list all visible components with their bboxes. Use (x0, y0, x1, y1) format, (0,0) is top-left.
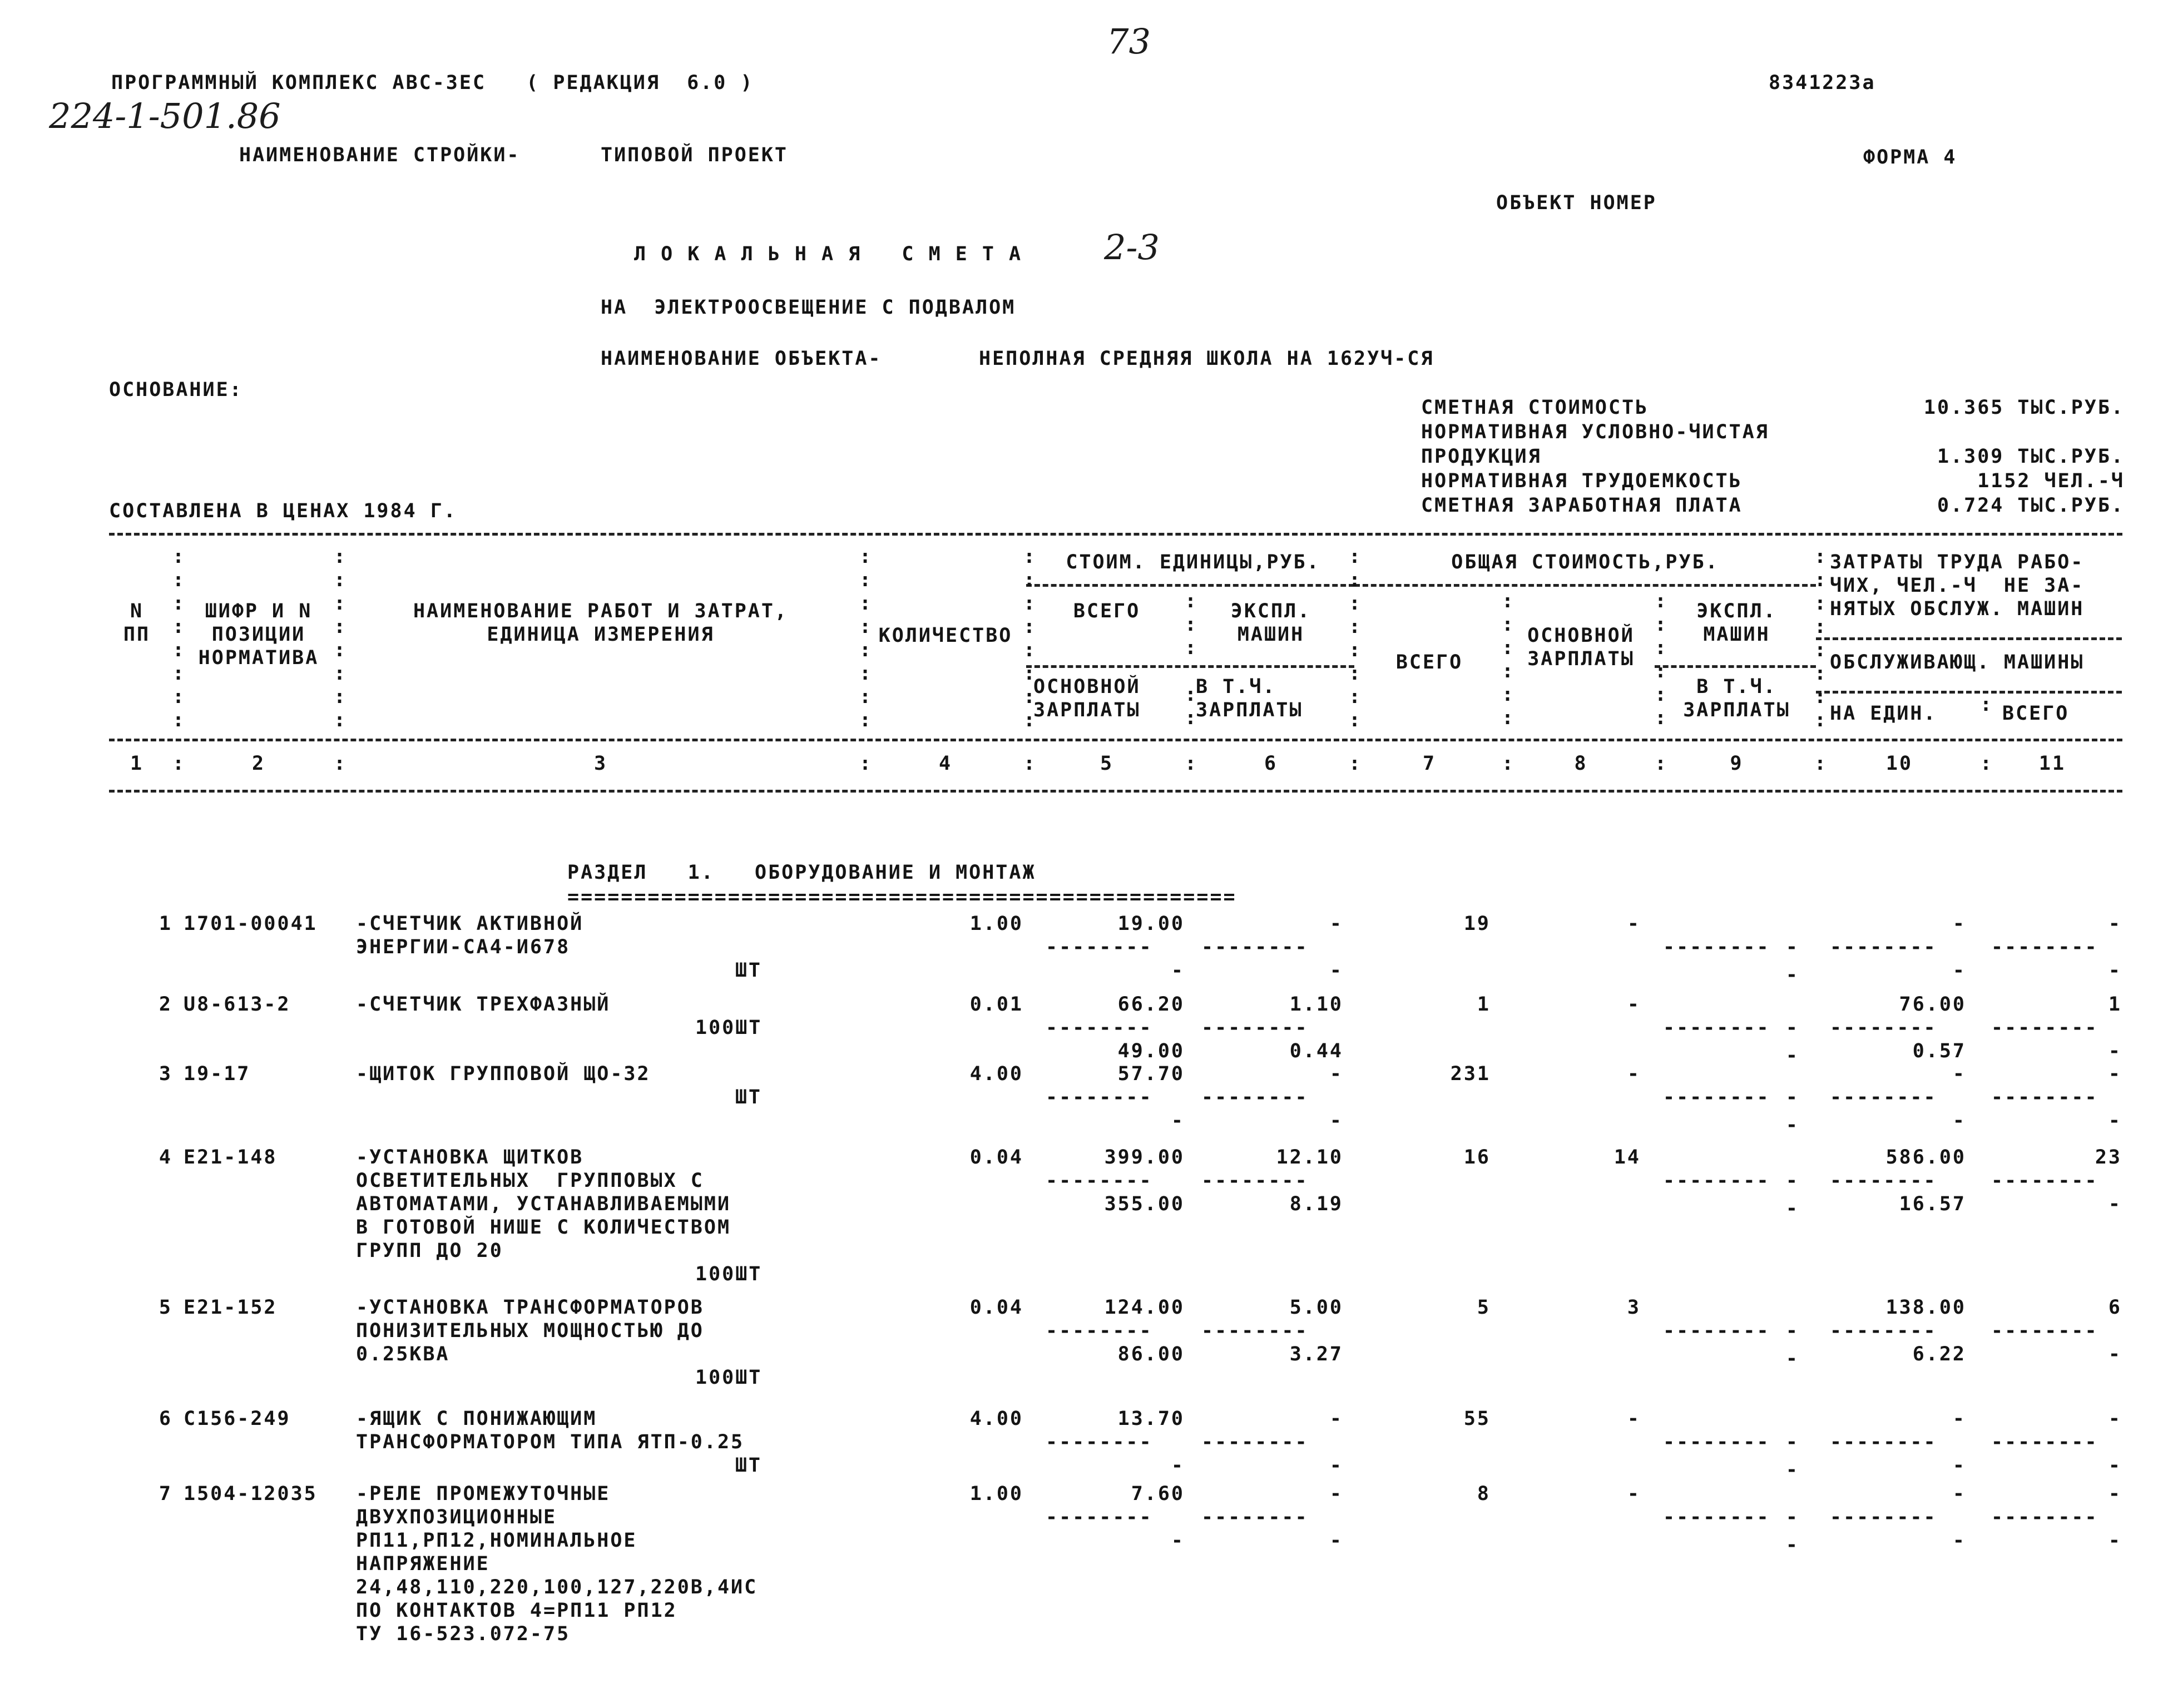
row-unit-wages: - (1171, 1529, 1185, 1552)
summary-label: СМЕТНАЯ ЗАРАБОТНАЯ ПЛАТА (1421, 494, 1743, 517)
row-dash-line: -------- (1663, 1017, 1770, 1039)
column-number: 8 (1574, 752, 1588, 775)
row-unit-wages: - (1171, 1110, 1185, 1132)
row-total: 16 (1463, 1146, 1491, 1169)
header-col7: ВСЕГО (1395, 651, 1463, 674)
table-rule-top (109, 533, 2122, 536)
row-code: C156-249 (184, 1408, 291, 1430)
header-col9-top: ЭКСПЛ. МАШИН (1696, 600, 1777, 646)
row-dash-line: -------- (1201, 1170, 1309, 1192)
row-unit-total: 13.70 (1117, 1408, 1185, 1430)
row-unit-machine-wages: - (1329, 1529, 1343, 1552)
summary-label: НОРМАТИВНАЯ УСЛОВНО-ЧИСТАЯ (1421, 421, 1769, 443)
row-dash-line: -------- (1663, 936, 1770, 958)
row-number: 2 (159, 993, 172, 1016)
row-dash-line: -------- (1830, 1320, 1937, 1342)
header-col1: N ПП (123, 600, 151, 646)
summary-label: СМЕТНАЯ СТОИМОСТЬ (1421, 397, 1649, 419)
row-dash-line: -------- (1201, 1086, 1309, 1108)
row-unit-machine-wages: - (1329, 1110, 1343, 1132)
row-dash-line: -------- (1830, 1431, 1937, 1453)
row-unit-machines: - (1329, 1408, 1343, 1430)
row-name-line: ПО КОНТАКТОВ 4=РП11 РП12 (356, 1600, 677, 1622)
row-dash-line: -------- (1201, 1506, 1309, 1528)
row-number: 7 (159, 1483, 172, 1505)
row-unit-machines: - (1329, 1063, 1343, 1085)
row-dash-line: -------- (1201, 1320, 1309, 1342)
row-labor-unit-2: - (1952, 959, 1966, 982)
row-labor-unit: - (1952, 1483, 1966, 1505)
row-name-line: 24,48,110,220,100,127,220В,4ИС (356, 1576, 758, 1598)
row-labor-unit: - (1952, 1063, 1966, 1085)
row-code: 19-17 (184, 1063, 251, 1085)
column-number: 10 (1885, 752, 1913, 775)
row-labor-unit-2: - (1952, 1529, 1966, 1552)
row-code: U8-613-2 (184, 993, 291, 1016)
row-name-line: РП11,РП12,НОМИНАЛЬНОЕ (356, 1529, 637, 1552)
row-machines: - (1785, 1506, 1799, 1528)
header-sub-rule-labor (1816, 637, 2122, 640)
section-underline: ================================================== (567, 886, 1237, 908)
row-quantity: 1.00 (969, 913, 1023, 935)
object-name-label: НАИМЕНОВАНИЕ ОБЪЕКТА- (601, 348, 882, 370)
row-labor-unit: - (1952, 1408, 1966, 1430)
row-name-line: ТРАНСФОРМАТОРОМ ТИПА ЯТП-0.25 (356, 1431, 745, 1453)
row-dash-line: -------- (1663, 1320, 1770, 1342)
row-unit: ШТ (735, 1454, 762, 1477)
row-labor-total-2: - (2108, 1529, 2122, 1552)
row-labor-unit-2: 0.57 (1912, 1040, 1966, 1062)
row-unit-total: 124.00 (1104, 1296, 1185, 1319)
header-sub-rule-total (1354, 584, 1816, 587)
row-number: 6 (159, 1408, 172, 1430)
row-labor-unit: 138.00 (1885, 1296, 1966, 1319)
column-number: 7 (1422, 752, 1437, 775)
row-wages: 3 (1627, 1296, 1641, 1319)
row-labor-unit-2: 6.22 (1912, 1343, 1966, 1365)
basis-label: ОСНОВАНИЕ: (109, 379, 243, 401)
header-sub-rule-c9 (1655, 665, 1816, 668)
summary-value: 1152 ЧЕЛ.-Ч (1977, 470, 2125, 492)
table-rule-numbers-bottom (109, 790, 2122, 793)
row-unit-machine-wages: - (1329, 1454, 1343, 1477)
row-number: 4 (159, 1146, 172, 1169)
row-labor-total: 1 (2108, 993, 2122, 1016)
doc-code: 8341223а (1769, 72, 1876, 94)
column-number: 6 (1264, 752, 1278, 775)
row-unit-machine-wages: 8.19 (1289, 1193, 1343, 1215)
row-total: 1 (1477, 993, 1491, 1016)
row-unit-total: 7.60 (1131, 1483, 1185, 1505)
row-dash-line: -------- (1830, 936, 1937, 958)
row-unit-wages: 86.00 (1117, 1343, 1185, 1365)
header-col5-top: ВСЕГО (1073, 600, 1141, 622)
row-total: 19 (1463, 913, 1491, 935)
column-number: 9 (1730, 752, 1744, 775)
row-dash-line: -------- (1991, 1320, 2098, 1342)
row-name-line: -УСТАНОВКА ТРАНСФОРМАТОРОВ (356, 1296, 704, 1319)
row-unit-machine-wages: - (1329, 959, 1343, 982)
row-dash-line: -------- (1830, 1086, 1937, 1108)
row-name-line: -РЕЛЕ ПРОМЕЖУТОЧНЫЕ (356, 1483, 611, 1505)
row-total: 55 (1463, 1408, 1491, 1430)
row-number: 3 (159, 1063, 172, 1085)
row-dash-line: -------- (1991, 936, 2098, 958)
row-machine-wages: - (1785, 964, 1799, 986)
row-unit: ШТ (735, 1086, 762, 1108)
row-wages: - (1627, 1408, 1641, 1430)
project-number: 224-1-501.86 (49, 96, 281, 136)
row-total: 8 (1477, 1483, 1491, 1505)
summary-label: ПРОДУКЦИЯ (1421, 445, 1542, 468)
header-col4: КОЛИЧЕСТВО (878, 625, 1013, 647)
row-labor-unit: - (1952, 913, 1966, 935)
row-unit: 100ШТ (695, 1017, 763, 1039)
row-labor-unit: 76.00 (1899, 993, 1966, 1016)
row-labor-unit-2: - (1952, 1454, 1966, 1477)
column-number: 1 (130, 752, 144, 775)
row-wages: - (1627, 1483, 1641, 1505)
row-quantity: 0.04 (969, 1146, 1023, 1169)
row-quantity: 1.00 (969, 1483, 1023, 1505)
prices-label: СОСТАВЛЕНА В ЦЕНАХ 1984 Г. (109, 500, 457, 522)
row-unit-machine-wages: 3.27 (1289, 1343, 1343, 1365)
header-col8: ОСНОВНОЙ ЗАРПЛАТЫ (1527, 625, 1635, 670)
row-name-line: 0.25КВА (356, 1343, 450, 1365)
row-dash-line: -------- (1991, 1086, 2098, 1108)
row-wages: 14 (1613, 1146, 1641, 1169)
header-col11: ВСЕГО (2002, 702, 2070, 725)
row-labor-total: - (2108, 1408, 2122, 1430)
header-sub-rule-labor2 (1816, 691, 2122, 694)
row-number: 5 (159, 1296, 172, 1319)
row-quantity: 0.01 (969, 993, 1023, 1016)
row-dash-line: -------- (1830, 1506, 1937, 1528)
summary-value: 0.724 ТЫС.РУБ. (1937, 494, 2125, 517)
summary-label: НОРМАТИВНАЯ ТРУДОЕМКОСТЬ (1421, 470, 1743, 492)
row-quantity: 4.00 (969, 1063, 1023, 1085)
header-col6-top: ЭКСПЛ. МАШИН (1230, 600, 1311, 646)
row-wages: - (1627, 993, 1641, 1016)
object-name-value: НЕПОЛНАЯ СРЕДНЯЯ ШКОЛА НА 162УЧ-СЯ (979, 348, 1434, 370)
row-dash-line: -------- (1830, 1170, 1937, 1192)
header-col3: НАИМЕНОВАНИЕ РАБОТ И ЗАТРАТ, ЕДИНИЦА ИЗМЕРЕНИЯ (413, 600, 788, 646)
row-dash-line: -------- (1201, 1431, 1309, 1453)
row-name-line: АВТОМАТАМИ, УСТАНАВЛИВАЕМЫМИ (356, 1193, 731, 1215)
row-name-line: -ЯЩИК С ПОНИЖАЮЩИМ (356, 1408, 597, 1430)
row-unit-machines: 12.10 (1276, 1146, 1343, 1169)
row-unit-wages: - (1171, 1454, 1185, 1477)
row-dash-line: -------- (1046, 1086, 1153, 1108)
header-labor: ЗАТРАТЫ ТРУДА РАБО- ЧИХ, ЧЕЛ.-Ч НЕ ЗА- НЯТЫХ ОБСЛУЖ. МАШИН (1830, 551, 2085, 620)
row-machines: - (1785, 936, 1799, 958)
row-unit-total: 66.20 (1117, 993, 1185, 1016)
smeta-title: Л О К А Л Ь Н А Я С М Е Т А (634, 243, 1023, 265)
header-labor-bottom: ОБСЛУЖИВАЮЩ. МАШИНЫ (1830, 651, 2085, 674)
object-number-label: ОБЪЕКТ НОМЕР (1496, 192, 1657, 214)
header-col10: НА ЕДИН. (1830, 702, 1937, 725)
row-unit-machines: - (1329, 1483, 1343, 1505)
row-unit: 100ШТ (695, 1263, 763, 1285)
summary-value: 10.365 ТЫС.РУБ. (1923, 397, 2125, 419)
row-name-line: -ЩИТОК ГРУППОВОЙ ЩО-32 (356, 1063, 651, 1085)
row-machines: - (1785, 1431, 1799, 1453)
row-quantity: 4.00 (969, 1408, 1023, 1430)
header-unit-cost: СТОИМ. ЕДИНИЦЫ,РУБ. (1066, 551, 1320, 573)
row-name-line: -СЧЕТЧИК АКТИВНОЙ (356, 913, 584, 935)
column-number: 3 (593, 752, 608, 775)
row-code: 1504-12035 (184, 1483, 318, 1505)
row-dash-line: -------- (1991, 1506, 2098, 1528)
summary-value: 1.309 ТЫС.РУБ. (1937, 445, 2125, 468)
row-code: 1701-00041 (184, 913, 318, 935)
header-col6-bot: В Т.Ч. ЗАРПЛАТЫ (1196, 676, 1303, 721)
row-name-line: ТУ 16-523.072-75 (356, 1623, 571, 1645)
row-labor-total-2: - (2108, 1454, 2122, 1477)
header-col5-bot: ОСНОВНОЙ ЗАРПЛАТЫ (1033, 676, 1141, 721)
row-wages: - (1627, 1063, 1641, 1085)
row-dash-line: -------- (1663, 1431, 1770, 1453)
row-labor-total: 6 (2108, 1296, 2122, 1319)
row-code: E21-148 (184, 1146, 278, 1169)
row-labor-total-2: - (2108, 1040, 2122, 1062)
row-quantity: 0.04 (969, 1296, 1023, 1319)
row-dash-line: -------- (1046, 1506, 1153, 1528)
row-labor-total: - (2108, 1063, 2122, 1085)
header-total-cost: ОБЩАЯ СТОИМОСТЬ,РУБ. (1451, 551, 1719, 573)
row-dash-line: -------- (1201, 1017, 1309, 1039)
row-unit-machines: - (1329, 913, 1343, 935)
row-name-line: ОСВЕТИТЕЛЬНЫХ ГРУППОВЫХ С (356, 1170, 704, 1192)
smeta-number: 2-3 (1104, 227, 1160, 268)
header-sub-rule-unit-cost (1026, 584, 1354, 587)
row-total: 5 (1477, 1296, 1491, 1319)
row-number: 1 (159, 913, 172, 935)
header-col9-bot: В Т.Ч. ЗАРПЛАТЫ (1683, 676, 1790, 721)
row-labor-total-2: - (2108, 959, 2122, 982)
row-code: E21-152 (184, 1296, 278, 1319)
row-name-line: ЭНЕРГИИ-СА4-И678 (356, 936, 571, 958)
row-dash-line: -------- (1991, 1017, 2098, 1039)
row-dash-line: -------- (1046, 1017, 1153, 1039)
row-dash-line: -------- (1663, 1170, 1770, 1192)
column-number: 4 (938, 752, 953, 775)
row-dash-line: -------- (1046, 1431, 1153, 1453)
table-rule-header-bottom (109, 739, 2122, 741)
row-unit-machines: 1.10 (1289, 993, 1343, 1016)
header-col2: ШИФР И N ПОЗИЦИИ НОРМАТИВА (198, 600, 319, 669)
page-number: 73 (1107, 21, 1151, 62)
row-name-line: НАПРЯЖЕНИЕ (356, 1553, 490, 1575)
row-name-line: ДВУХПОЗИЦИОННЫЕ (356, 1506, 557, 1528)
construction-value: ТИПОВОЙ ПРОЕКТ (601, 144, 789, 166)
row-dash-line: -------- (1830, 1017, 1937, 1039)
row-dash-line: -------- (1201, 936, 1309, 958)
column-number: 11 (2038, 752, 2066, 775)
row-total: 231 (1450, 1063, 1491, 1085)
smeta-subtitle: НА ЭЛЕКТРООСВЕЩЕНИЕ С ПОДВАЛОМ (601, 296, 1016, 319)
row-unit-wages: - (1171, 959, 1185, 982)
row-machine-wages: - (1785, 1348, 1799, 1370)
row-dash-line: -------- (1046, 1320, 1153, 1342)
row-unit: 100ШТ (695, 1367, 763, 1389)
form-label: ФОРМА 4 (1863, 146, 1957, 169)
row-unit: ШТ (735, 959, 762, 982)
row-machine-wages: - (1785, 1114, 1799, 1136)
row-machine-wages: - (1785, 1534, 1799, 1556)
row-unit-total: 19.00 (1117, 913, 1185, 935)
row-name-line: ГРУПП ДО 20 (356, 1240, 503, 1262)
row-machines: - (1785, 1086, 1799, 1108)
row-labor-total-2: - (2108, 1110, 2122, 1132)
row-name-line: ПОНИЗИТЕЛЬНЫХ МОЩНОСТЬЮ ДО (356, 1320, 704, 1342)
section-title: РАЗДЕЛ 1. ОБОРУДОВАНИЕ И МОНТАЖ (567, 862, 1036, 884)
row-dash-line: -------- (1046, 1170, 1153, 1192)
row-wages: - (1627, 913, 1641, 935)
row-labor-total-2: - (2108, 1193, 2122, 1215)
column-number: 5 (1100, 752, 1114, 775)
column-number: 2 (251, 752, 266, 775)
program-line: ПРОГРАММНЫЙ КОМПЛЕКС АВС-3ЕС ( РЕДАКЦИЯ 6.0 ) (111, 72, 754, 94)
row-unit-total: 399.00 (1104, 1146, 1185, 1169)
row-name-line: -УСТАНОВКА ЩИТКОВ (356, 1146, 584, 1169)
row-unit-wages: 355.00 (1104, 1193, 1185, 1215)
row-machines: - (1785, 1170, 1799, 1192)
row-dash-line: -------- (1663, 1506, 1770, 1528)
row-dash-line: -------- (1663, 1086, 1770, 1108)
row-unit-machines: 5.00 (1289, 1296, 1343, 1319)
row-dash-line: -------- (1046, 936, 1153, 958)
row-unit-total: 57.70 (1117, 1063, 1185, 1085)
row-labor-unit: 586.00 (1885, 1146, 1966, 1169)
row-machines: - (1785, 1017, 1799, 1039)
row-labor-total: 23 (2095, 1146, 2122, 1169)
row-labor-total: - (2108, 1483, 2122, 1505)
construction-label: НАИМЕНОВАНИЕ СТРОЙКИ- (239, 144, 521, 166)
row-unit-machine-wages: 0.44 (1289, 1040, 1343, 1062)
row-labor-total: - (2108, 913, 2122, 935)
row-labor-total-2: - (2108, 1343, 2122, 1365)
row-machine-wages: - (1785, 1044, 1799, 1067)
row-machines: - (1785, 1320, 1799, 1342)
row-dash-line: -------- (1991, 1170, 2098, 1192)
row-machine-wages: - (1785, 1459, 1799, 1481)
row-machine-wages: - (1785, 1197, 1799, 1220)
row-unit-wages: 49.00 (1117, 1040, 1185, 1062)
row-labor-unit-2: - (1952, 1110, 1966, 1132)
row-name-line: -СЧЕТЧИК ТРЕХФАЗНЫЙ (356, 993, 611, 1016)
row-dash-line: -------- (1991, 1431, 2098, 1453)
row-name-line: В ГОТОВОЙ НИШЕ С КОЛИЧЕСТВОМ (356, 1216, 731, 1239)
row-labor-unit-2: 16.57 (1899, 1193, 1966, 1215)
